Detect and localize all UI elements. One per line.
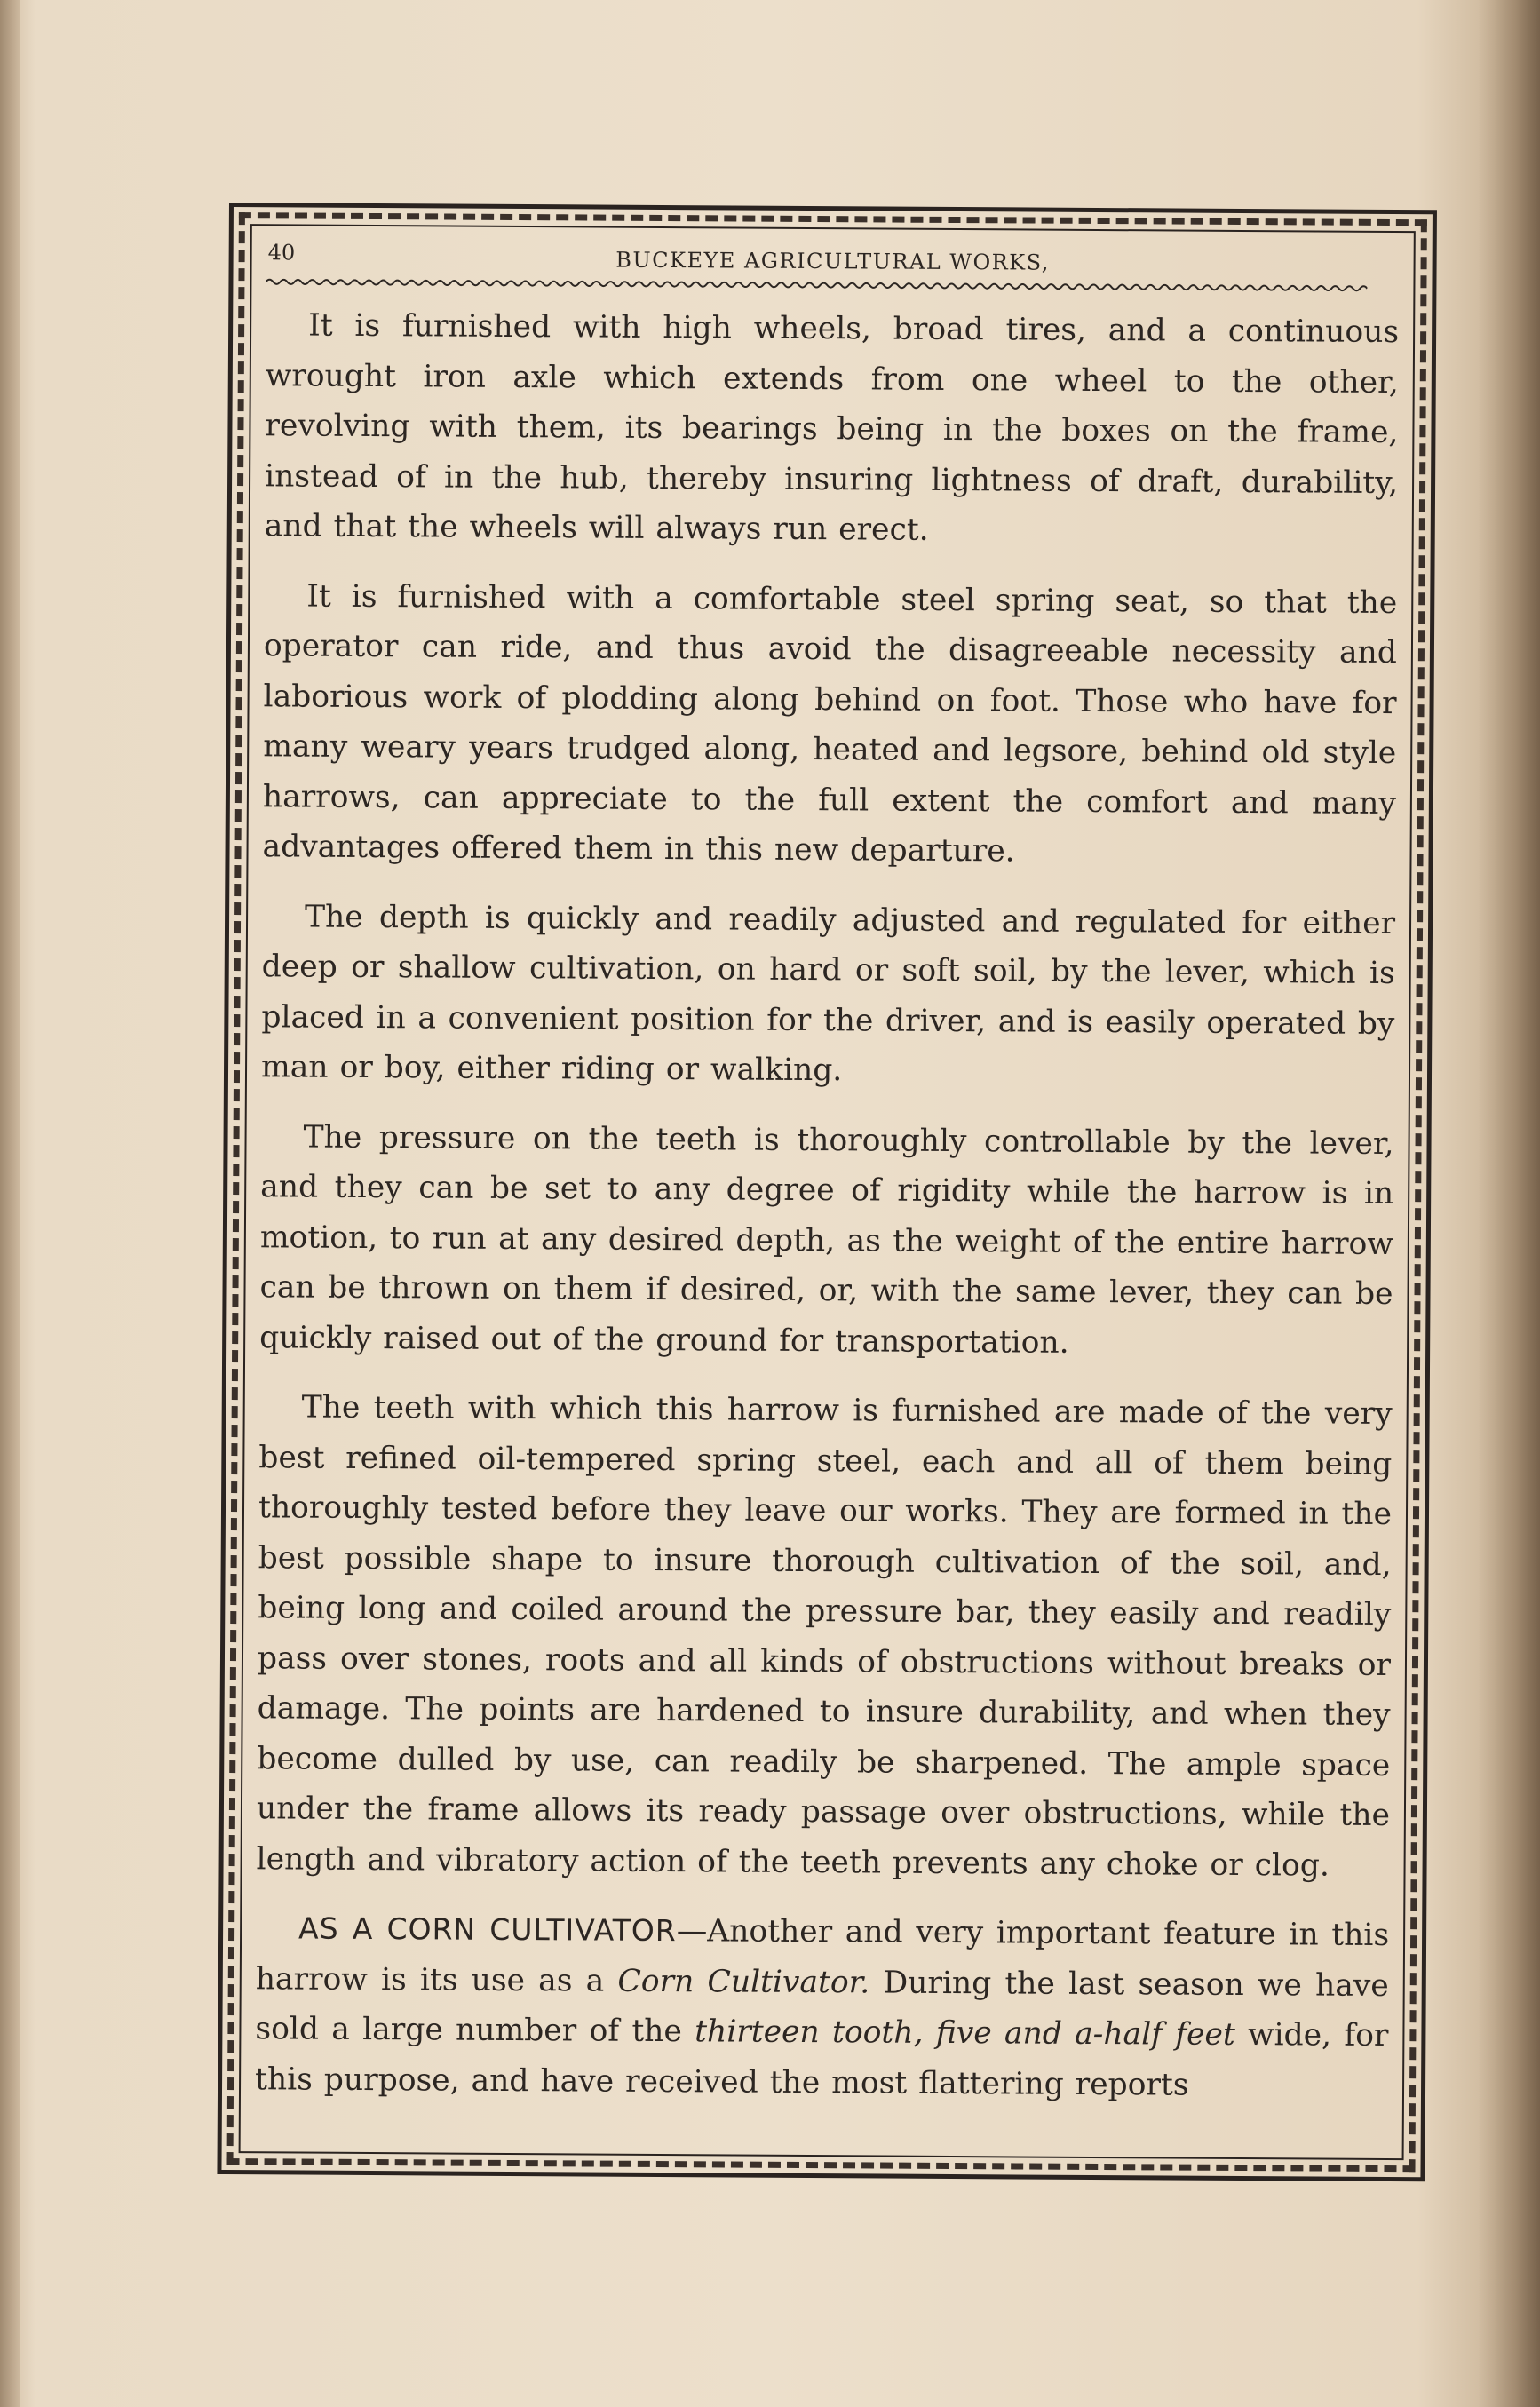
corn-cultivator-heading: AS A CORN CULTIVATOR (298, 1911, 677, 1949)
corn-cultivator-italic-1: Corn Cultivator. (617, 1963, 870, 2000)
paragraph-high-wheels: It is furnished with high wheels, broad tires, and a continuous wrought iron axle which extends from one wheel to the other, revolving with them, its bearings being in the boxes on the frame, instead of in the hub, thereby insuring lightness of draft, durability, and that the wheels will always run erect. (264, 307, 1400, 548)
paragraph-teeth-pressure: The pressure on the teeth is thoroughly controllable by the lever, and they can be set to any degree of rigidity while the harrow is in motion, to run at any desired depth, as the weight of the entire harrow can be thrown on them if desired, or, with the same lever, they can be quickly raised out of the ground for transportation. (259, 1119, 1394, 1361)
page-content (255, 236, 1400, 2155)
corn-cultivator-text-2: During the last season we have sold a large number of the (255, 1964, 1389, 2050)
page-number: 40 (267, 240, 296, 266)
paragraph-corn-cultivator (255, 1903, 1389, 2111)
corn-cultivator-italic-2: thirteen tooth, five and a-half feet (695, 2014, 1235, 2053)
corn-cultivator-text-1: Another and very important feature in this harrow is its use as a (255, 1913, 1390, 1999)
corn-cultivator-dash: — (676, 1913, 708, 1950)
body-text (255, 300, 1399, 2111)
paragraph-spring-seat: It is furnished with a comfortable steel spring seat, so that the operator can ride, and thus avoid the disagreeable necessity and laborious work of plodding along behind on foot. Those who have for many weary years trudged along, heated and legsore, behind old style harrows, can appreciate to the full extent the comfort and many advantages offered them in this new departure. (262, 578, 1398, 870)
corn-cultivator-text-3: wide, for this purpose, and have received the most flattering reports (254, 2016, 1389, 2103)
paragraph-spring-steel-teeth: The teeth with which this harrow is furnished are made of the very best refined oil-tempered spring steel, each and all of them being thoroughly tested before they leave our works. They are formed in the best possible shape to insure thorough cultivation of the soil, and, being long and coiled around the pressure bar, they easily and readily pass over stones, roots and all kinds of obstructions without breaks or damage. The points are hardened to insure durability, and when they become dulled by use, can readily be sharpened. The ample space under the frame allows its ready passage over obstructions, while the length and vibratory action of the teeth prevents any choke or clog. (256, 1389, 1393, 1884)
page-frame (217, 203, 1437, 2181)
page-left-edge (0, 0, 20, 2407)
paragraph-depth-adjustment: The depth is quickly and readily adjusted and regulated for either deep or shallow cultivation, on hard or soft soil, by the lever, which is placed in a convenient position for the driver, and is easily operated by man or boy, either riding or walking. (260, 899, 1396, 1089)
binding-shadow (1478, 0, 1540, 2407)
running-head-title: BUCKEYE AGRICULTURAL WORKS, (615, 247, 1050, 275)
running-head (266, 236, 1399, 282)
